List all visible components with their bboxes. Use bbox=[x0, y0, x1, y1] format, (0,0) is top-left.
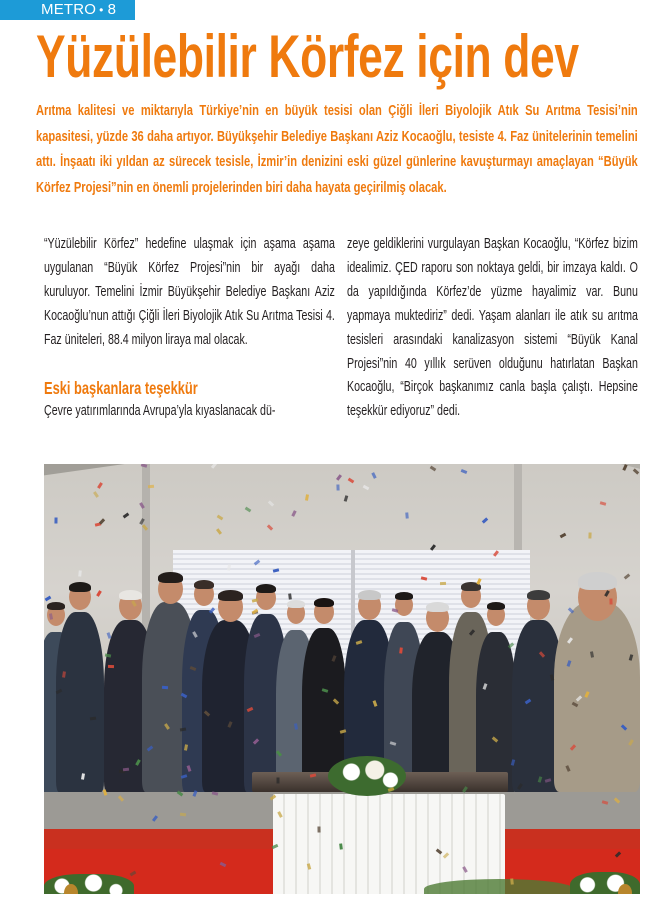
section-name: METRO bbox=[41, 1, 97, 18]
person-hair bbox=[256, 584, 276, 593]
article-subheading: Eski başkanlara teşekkür bbox=[44, 377, 198, 398]
confetti-piece bbox=[440, 582, 446, 585]
confetti-piece bbox=[339, 843, 343, 849]
person-hair bbox=[487, 602, 505, 610]
confetti-piece bbox=[148, 485, 154, 489]
article-lead bbox=[36, 98, 638, 200]
confetti-piece bbox=[609, 598, 612, 604]
confetti-piece bbox=[162, 686, 168, 689]
person bbox=[554, 602, 640, 792]
person-hair bbox=[158, 572, 183, 583]
section-header-bar bbox=[0, 0, 135, 20]
confetti-piece bbox=[54, 517, 57, 523]
body-paragraph: Çevre yatırımlarında Avrupa’yla kıyaslanacak dü- bbox=[44, 402, 276, 419]
confetti-piece bbox=[277, 778, 280, 784]
person-hair bbox=[119, 590, 142, 600]
confetti-piece bbox=[180, 813, 186, 817]
person bbox=[56, 612, 104, 792]
confetti-piece bbox=[405, 512, 409, 518]
person-hair bbox=[426, 602, 449, 612]
article-lead-text: Arıtma kalitesi ve miktarıyla Türkiye’nin en büyük tesisi olan Çiğli İleri Biyolojik Atık Su Arıtma Tesisi’nin kapasitesi, yüzde 36 daha artıyor. Büyükşehir Belediye Başkanı Aziz Kocaoğlu, tesiste 4. Faz ünitelerinin temelini attı. İnşaatı iki yıldan az sürecek tesisle, İzmir’in denizini eski güzel günlerine kavuşturmayı amaçlayan “Büyük Körfez Projesi”nin en önemli projelerinden biri daha hayata geçirilmiş olacak. bbox=[36, 102, 638, 196]
person-hair bbox=[358, 590, 381, 600]
person-hair bbox=[218, 590, 243, 601]
person-hair bbox=[287, 600, 305, 608]
confetti-piece bbox=[336, 484, 339, 490]
article-column-left bbox=[44, 233, 335, 423]
ceremony-photo bbox=[44, 464, 640, 894]
person-hair bbox=[47, 602, 65, 610]
confetti-piece bbox=[108, 665, 114, 668]
page-number: 8 bbox=[107, 1, 117, 18]
body-paragraph: “Yüzülebilir Körfez” hedefine ulaşmak için aşama aşama uygulanan “Büyük Körfez Projesi”nin bir ayağı daha kuruluyor. Temelini İzmir Büyükşehir Belediye Başkanı Aziz Kocaoğlu’nun attığı Çiğli İleri Biyolojik Atık Su Arıtma Tesisi 4. Faz üniteleri, 88.4 milyon liraya mal olacak. bbox=[44, 236, 335, 348]
article-column-right bbox=[347, 233, 638, 424]
person-hair bbox=[69, 582, 91, 592]
confetti-piece bbox=[123, 768, 129, 772]
confetti-piece bbox=[288, 593, 292, 599]
person-hair bbox=[395, 592, 413, 600]
person-hair bbox=[194, 580, 214, 589]
person-hair bbox=[578, 572, 617, 590]
foreground-plants bbox=[424, 879, 574, 894]
body-paragraph: zeye geldiklerini vurgulayan Başkan Kocaoğlu, “Körfez bizim idealimiz. ÇED raporu son noktaya geldi, bir imzaya kaldı. O da yapıldığında Körfez’de yüzme hayalimiz var. Bunu yapmaya muktediriz” dedi. Yaşam alanları ile atık su arıtma tesisleri arasındaki kanalizasyon sistemi “Büyük Kanal Projesi”nin 40 yıllık serüven olduğunu hatırlatan Başkan Kocaoğlu, “Birçok başkanımız canla başla çalıştı. Hepsine teşekkür ediyoruz” dedi. bbox=[347, 236, 638, 420]
separator-bullet: • bbox=[99, 3, 104, 17]
person-hair bbox=[314, 598, 334, 607]
foreground-flowers-left bbox=[44, 874, 134, 894]
flower-arrangement bbox=[328, 756, 406, 796]
confetti-piece bbox=[510, 878, 514, 884]
person bbox=[476, 632, 516, 792]
article-headline: Yüzülebilir Körfez için dev bbox=[36, 23, 579, 90]
confetti-piece bbox=[317, 826, 320, 832]
person-hair bbox=[527, 590, 550, 600]
confetti-piece bbox=[78, 570, 82, 576]
confetti-piece bbox=[588, 532, 591, 538]
